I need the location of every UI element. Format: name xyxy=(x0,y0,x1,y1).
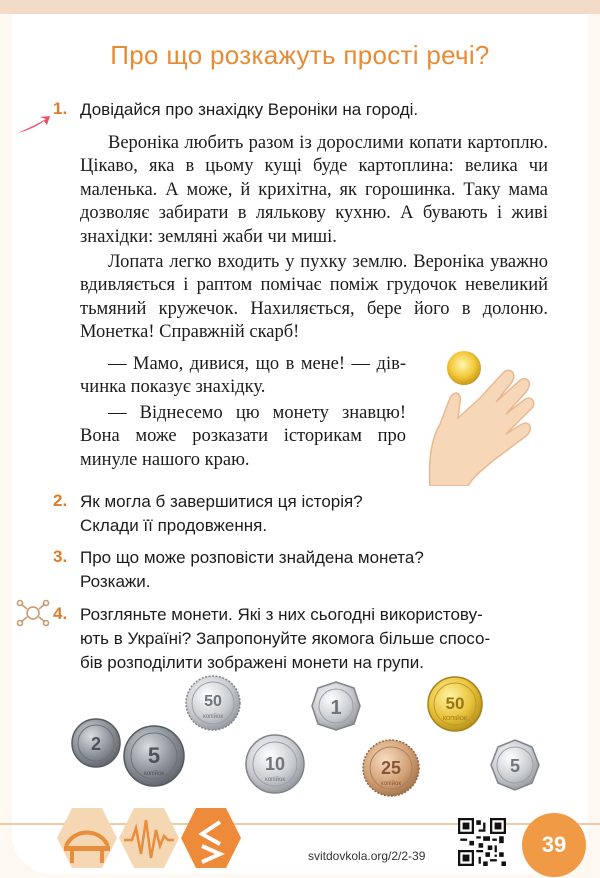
coin-label: 5 xyxy=(147,743,161,768)
coin-sub: копійок xyxy=(144,771,164,777)
coin-label: 1 xyxy=(330,697,342,719)
task-2-line-2: Склади її продовження. xyxy=(80,516,268,535)
task-3-line-2: Розкажи. xyxy=(80,572,151,591)
story-paragraph-2: Лопата легко входить у пухку землю. Вероніка уважно вдивляється і раптом помічає поміж грудочок невеликий тьмяний кружечок. Нахиляється, бере його в долоню. Монетка! Справжній скарб! xyxy=(80,252,548,343)
coin-50-silver xyxy=(186,676,240,730)
task-1-number: 1. xyxy=(53,99,68,118)
coin-label: 25 xyxy=(380,758,402,778)
task-3-line-1: Про що може розповісти знайдена монета? xyxy=(80,548,424,567)
coin-label: 5 xyxy=(509,756,521,776)
coin-25-bronze xyxy=(363,740,419,796)
compare-hexagon-icon xyxy=(180,806,242,870)
footer-link[interactable]: svitdovkola.org/2/2-39 xyxy=(308,849,426,863)
coin-5-silver xyxy=(491,740,539,790)
coin-label: 2 xyxy=(90,734,102,754)
story-paragraph-1: Вероніка любить разом із дорослими копати картоплю. Цікаво, яка в цьому кущі буде картоплина: велика чи маленька. А може, й крихітна, як горошинка. Таку мама дозволяє забирати в лялькову кухню. А бувають і живі знахідки: земляні жаби чи миші. xyxy=(80,133,548,247)
coin-label: 50 xyxy=(204,693,222,710)
coin-sub: копійок xyxy=(265,777,285,783)
coin-5-steel xyxy=(124,726,184,786)
coin-2-steel xyxy=(72,719,120,767)
coin-sub: копійок xyxy=(381,781,401,787)
story-paragraph-4: — Віднесемо цю монету знавцю! Вона може розказати історикам про минуле нашого краю. xyxy=(80,402,406,470)
coin-label: 10 xyxy=(264,754,286,774)
task-4-line-2: ють в Україні? Запропонуйте якомога більше спосо- xyxy=(80,629,491,648)
task-4-line-1: Розгляньте монети. Які з них сьогодні використову- xyxy=(80,605,483,624)
coin-10-silver xyxy=(246,735,304,793)
soundwave-hexagon-icon xyxy=(118,806,180,870)
story-paragraph-3: — Мамо, дивися, що в мене! — дівчинка показує знахідку. xyxy=(80,354,406,398)
task-4-number: 4. xyxy=(53,604,68,623)
task-3-number: 3. xyxy=(53,547,68,566)
coin-50-gold xyxy=(428,677,482,731)
page-title: Про що розкажуть прості речі? xyxy=(110,40,490,70)
qr-code[interactable] xyxy=(458,818,506,866)
bridge-hexagon-icon xyxy=(56,806,118,870)
coin-1-silver xyxy=(312,682,360,730)
coin-sub: копійок xyxy=(203,714,223,720)
task-2-number: 2. xyxy=(53,491,68,510)
task-2-line-1: Як могла б завершитися ця історія? xyxy=(80,492,363,511)
task-1-text: Довідайся про знахідку Вероніки на городі. xyxy=(80,100,419,119)
page-number: 39 xyxy=(522,813,586,877)
coin-label: 50 xyxy=(445,694,465,713)
coin-sub: КОПІЙОК xyxy=(442,716,468,722)
task-4-line-3: бів розподілити зображені монети на групи. xyxy=(80,653,424,672)
